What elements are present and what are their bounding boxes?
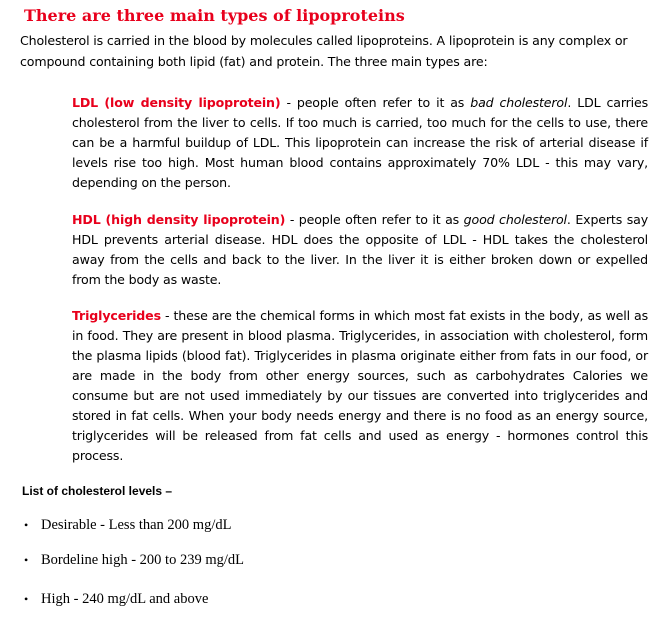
hdl-text-before: - people often refer to it as	[285, 212, 464, 227]
hdl-emphasis: good cholesterol	[463, 212, 567, 227]
triglycerides-term: Triglycerides	[72, 308, 161, 323]
level-text: Bordeline high - 200 to 239 mg/dL	[41, 552, 244, 568]
bullet-icon: •	[24, 592, 29, 606]
list-item	[24, 516, 231, 534]
ldl-emphasis: bad cholesterol	[470, 95, 568, 110]
intro-paragraph: Cholesterol is carried in the blood by molecules called lipoproteins. A lipoprotein is any complex or compound containing both lipid (fat) and protein. The three main types are:	[20, 33, 628, 69]
list-item	[24, 551, 244, 569]
level-text: Desirable - Less than 200 mg/dL	[41, 517, 232, 533]
triglycerides-entry	[72, 306, 648, 466]
hdl-text-after: . Experts say HDL prevents arterial disease. HDL does the opposite of LDL - HDL takes the cholesterol away from the cells and back to the liver. In the liver it is either broken down or expelled from the body as waste.	[72, 212, 648, 287]
list-item	[24, 590, 208, 608]
hdl-term: HDL (high density lipoprotein)	[72, 212, 286, 227]
article-title: There are three main types of lipoproteins	[24, 6, 405, 25]
ldl-term: LDL (low density lipoprotein)	[72, 95, 281, 110]
level-text: High - 240 mg/dL and above	[41, 591, 209, 607]
levels-heading: List of cholesterol levels –	[22, 484, 173, 498]
bullet-icon: •	[24, 553, 29, 567]
hdl-entry	[72, 210, 648, 290]
ldl-text-before: - people often refer to it as	[280, 95, 471, 110]
ldl-entry	[72, 93, 648, 193]
triglycerides-text: - these are the chemical forms in which most fat exists in the body, as well as in food. They are present in blood plasma. Triglycerides, in association with cholesterol, form the plasma lipids (blood fat). Triglycerides in plasma originate either from fats in our food, or are made in the body from other energy sources, such as carbohydrates Calories we consume but are not used immediately by our tissues are converted into triglycerides and stored in fat cells. When your body needs energy and there is no food as an energy source, triglycerides will be released from fat cells and used as energy - hormones control this process.	[72, 308, 648, 463]
bullet-icon: •	[24, 518, 29, 532]
ldl-text-after: . LDL carries cholesterol from the liver to cells. If too much is carried, too much for the cells to use, there can be a harmful buildup of LDL. This lipoprotein can increase the risk of arterial disease if levels rise too high. Most human blood contains approximately 70% LDL - this may vary, depending on the person.	[72, 95, 649, 190]
